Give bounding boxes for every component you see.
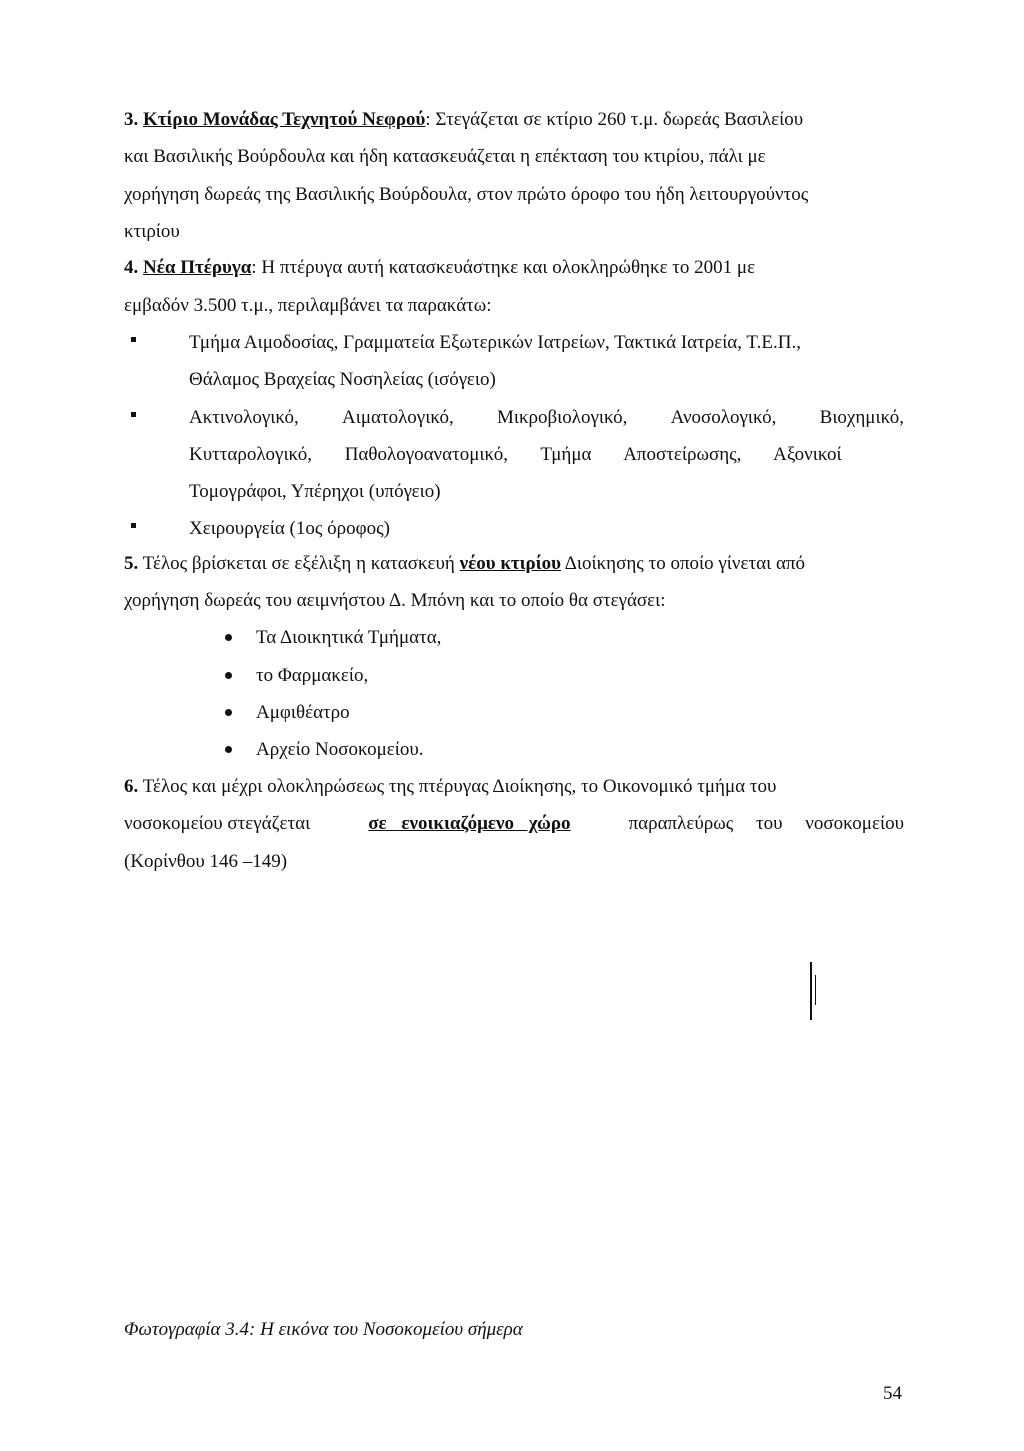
section-4-number: 4.: [124, 257, 139, 278]
word: Βιοχημικό,: [819, 407, 904, 428]
section-5-number: 5.: [124, 553, 139, 574]
vertical-mark: [815, 975, 816, 1005]
photo-caption: Φωτογραφία 3.4: Η εικόνα του Νοσοκομείου σήμερα: [124, 1319, 523, 1340]
section-6-line-2-text-c: παραπλεύρως του νοσοκομείου: [628, 813, 904, 834]
section-4-line-2: εμβαδόν 3.500 τ.μ., περιλαμβάνει τα παρακάτω:: [124, 295, 492, 316]
section-4-bullet-1-line-2: Θάλαμος Βραχείας Νοσηλείας (ισόγειο): [189, 369, 496, 390]
section-5-bullet-3: Αμφιθέατρο: [256, 702, 350, 723]
section-5-bullet-4: Αρχείο Νοσοκομείου.: [256, 739, 424, 760]
square-bullet-icon: [131, 412, 136, 417]
section-5-text-c: Διοίκησης το οποίο γίνεται από: [560, 553, 805, 574]
section-6-line-1-text: Τέλος και μέχρι ολοκληρώσεως της πτέρυγας Διοίκησης, το Οικονομικό τμήμα του: [142, 776, 777, 797]
section-4-bullet-2-line-2: Κυτταρολογικό, Παθολογοανατομικό, Τμήμα Αποστείρωσης, Αξονικοί: [189, 444, 842, 465]
section-4-line-1-text: : Η πτέρυγα αυτή κατασκευάστηκε και ολοκληρώθηκε το 2001 με: [251, 257, 756, 278]
section-4-bullet-2-line-1: [189, 407, 904, 429]
section-6-line-2-text-a: νοσοκομείου στεγάζεται: [124, 813, 311, 834]
section-3-title: Κτίριο Μονάδας Τεχνητού Νεφρού: [143, 109, 426, 130]
section-6-line-1-content: [124, 776, 776, 798]
section-3-line-1: [124, 109, 803, 131]
section-4-line-1: [124, 257, 755, 279]
section-6-emphasis: σε ενοικιαζόμενο χώρο: [368, 813, 571, 834]
page-number: 54: [883, 1383, 902, 1404]
section-3-line-1-text: : Στεγάζεται σε κτίριο 260 τ.μ. δωρεάς Βασιλείου: [425, 109, 804, 130]
section-3-number: 3.: [124, 109, 139, 130]
word: Ακτινολογικό,: [189, 407, 299, 428]
word: Ανοσολογικό,: [670, 407, 777, 428]
section-5-emphasis: νέου κτιρίου: [459, 553, 561, 574]
section-5-line-2: χορήγηση δωρεάς του αειμνήστου Δ. Μπόνη και το οποίο θα στεγάσει:: [124, 590, 666, 611]
bullet-dot-icon: [225, 634, 232, 641]
square-bullet-icon: [131, 523, 136, 528]
square-bullet-icon: [131, 337, 136, 342]
section-4-bullet-2-line-3: Τομογράφοι, Υπέρηχοι (υπόγειο): [189, 481, 441, 502]
bullet-dot-icon: [225, 746, 232, 753]
section-3-line-3: χορήγηση δωρεάς της Βασιλικής Βούρδουλα, στον πρώτο όροφο του ήδη λειτουργούντος: [124, 184, 809, 205]
section-4-bullet-1-line-1: Τμήμα Αιμοδοσίας, Γραμματεία Εξωτερικών Ιατρείων, Τακτικά Ιατρεία, Τ.Ε.Π.,: [189, 332, 801, 353]
section-3-line-2: και Βασιλικής Βούρδουλα και ήδη κατασκευάζεται η επέκταση του κτιρίου, πάλι με: [124, 146, 766, 167]
section-6-line-3: (Κορίνθου 146 –149): [124, 851, 288, 872]
section-6-number: 6.: [124, 776, 139, 797]
section-5-text-a: Τέλος βρίσκεται σε εξέλιξη η κατασκευή: [142, 553, 460, 574]
section-5-bullet-2: το Φαρμακείο,: [256, 665, 369, 686]
bullet-dot-icon: [225, 709, 232, 716]
section-5-bullet-1: Τα Διοικητικά Τμήματα,: [256, 627, 442, 648]
section-3-line-4: κτιρίου: [124, 221, 180, 242]
vertical-mark: [810, 962, 812, 1020]
word: Μικροβιολογικό,: [496, 407, 628, 428]
word: Αιματολογικό,: [341, 407, 454, 428]
bullet-dot-icon: [225, 672, 232, 679]
section-5-line-1: [124, 553, 805, 575]
section-6-line-2: [124, 813, 904, 835]
section-6-line-1: [124, 776, 904, 798]
section-4-title: Νέα Πτέρυγα: [143, 257, 252, 278]
section-4-bullet-3-line-1: Χειρουργεία (1ος όροφος): [189, 518, 390, 539]
